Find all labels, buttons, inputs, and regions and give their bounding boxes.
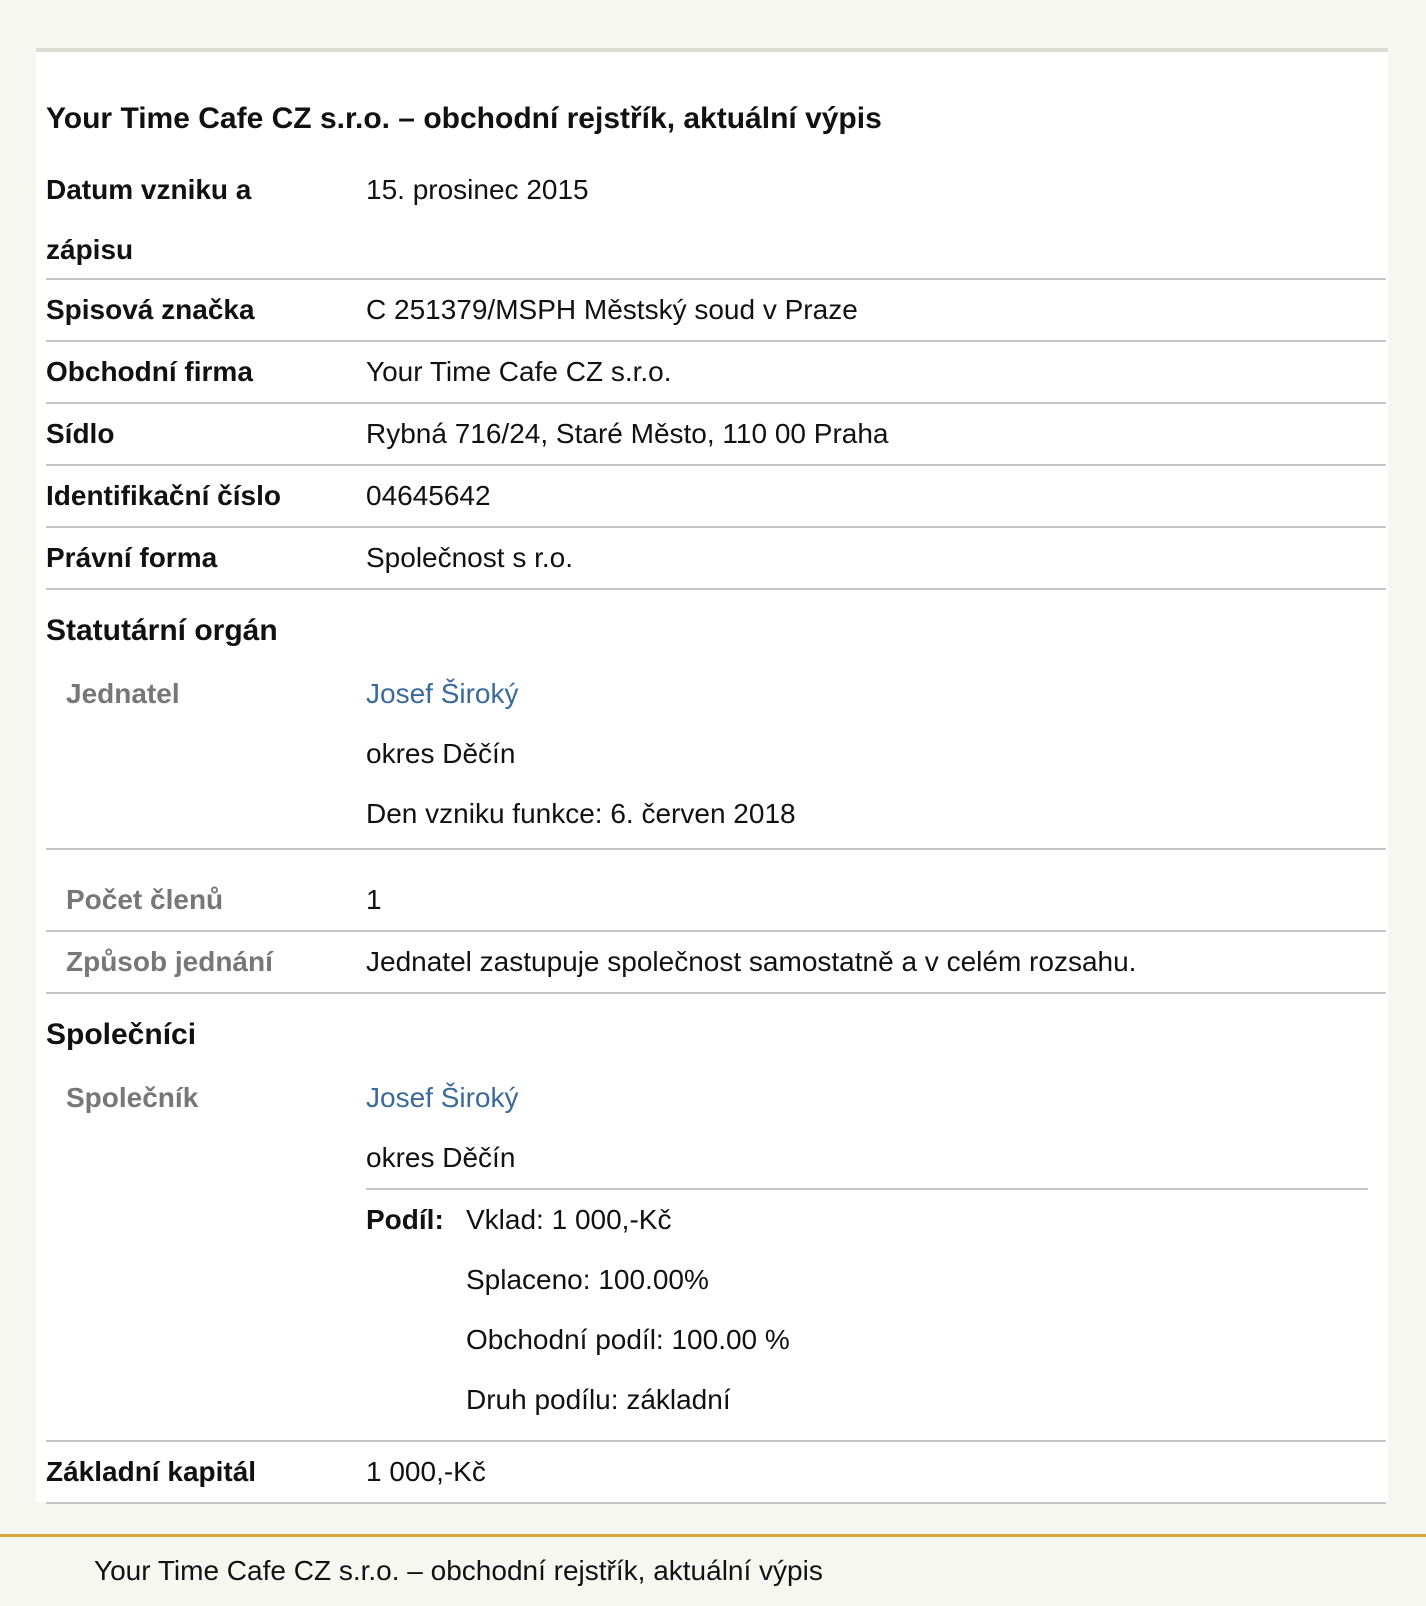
value-zpusob-jednani: Jednatel zastupuje společnost samostatně a v celém rozsahu. [366, 946, 1137, 977]
value-zakladni-kapital: 1 000,-Kč [366, 1456, 486, 1487]
value-spisova-znacka: C 251379/MSPH Městský soud v Praze [366, 294, 858, 325]
row-pravni-forma [46, 528, 1386, 590]
share-block [366, 1188, 1368, 1440]
heading-spolecnici: Společníci [46, 1018, 197, 1051]
label-sidlo: Sídlo [46, 418, 115, 449]
value-pravni-forma: Společnost s r.o. [366, 542, 574, 573]
row-spisova-znacka [46, 280, 1386, 342]
label-obchodni-firma: Obchodní firma [46, 356, 253, 387]
row-jednatel [46, 664, 1386, 850]
row-sidlo [46, 404, 1386, 466]
share-label: Podíl: [366, 1204, 444, 1235]
share-obchodni-podil: Obchodní podíl: 100.00 % [466, 1324, 790, 1355]
register-card [36, 48, 1388, 1502]
share-druh-podilu: Druh podílu: základní [466, 1384, 731, 1415]
row-zakladni-kapital [46, 1442, 1386, 1504]
label-pravni-forma: Právní forma [46, 542, 218, 573]
label-identifikacni-cislo: Identifikační číslo [46, 480, 281, 511]
row-datum-vzniku [46, 160, 1386, 280]
row-zpusob-jednani [46, 932, 1386, 994]
share-values [466, 1190, 790, 1430]
spolecnik-name-link[interactable]: Josef Široký [366, 1082, 519, 1113]
row-pocet-clenu [46, 870, 1386, 932]
label-spisova-znacka: Spisová značka [46, 294, 255, 325]
jednatel-district: okres Děčín [366, 738, 516, 769]
row-spolecnik [46, 1068, 1386, 1442]
footer-title: Your Time Cafe CZ s.r.o. – obchodní rejstřík, aktuální výpis [94, 1555, 823, 1586]
value-sidlo: Rybná 716/24, Staré Město, 110 00 Praha [366, 418, 889, 449]
value-identifikacni-cislo: 04645642 [366, 480, 491, 511]
label-jednatel: Jednatel [66, 678, 180, 709]
spolecnik-district: okres Děčín [366, 1142, 516, 1173]
value-pocet-clenu: 1 [366, 884, 382, 915]
share-splaceno: Splaceno: 100.00% [466, 1264, 709, 1295]
heading-statutarni-organ: Statutární orgán [46, 614, 278, 647]
page-title: Your Time Cafe CZ s.r.o. – obchodní rejstřík, aktuální výpis [46, 102, 882, 135]
value-obchodni-firma: Your Time Cafe CZ s.r.o. [366, 356, 672, 387]
jednatel-name-link[interactable]: Josef Široký [366, 678, 519, 709]
label-zpusob-jednani: Způsob jednání [66, 946, 273, 977]
row-identifikacni-cislo [46, 466, 1386, 528]
jednatel-since: Den vzniku funkce: 6. červen 2018 [366, 798, 796, 829]
value-spolecnik [366, 1068, 519, 1188]
label-spolecnik: Společník [66, 1082, 199, 1113]
footer-bar [0, 1534, 1426, 1606]
label-zakladni-kapital: Základní kapitál [46, 1456, 257, 1487]
row-obchodni-firma [46, 342, 1386, 404]
label-pocet-clenu: Počet členů [66, 884, 224, 915]
value-jednatel [366, 664, 796, 844]
label-datum-vzniku: Datum vzniku a zápisu [46, 174, 252, 265]
share-vklad: Vklad: 1 000,-Kč [466, 1204, 672, 1235]
value-datum-vzniku: 15. prosinec 2015 [366, 174, 589, 205]
